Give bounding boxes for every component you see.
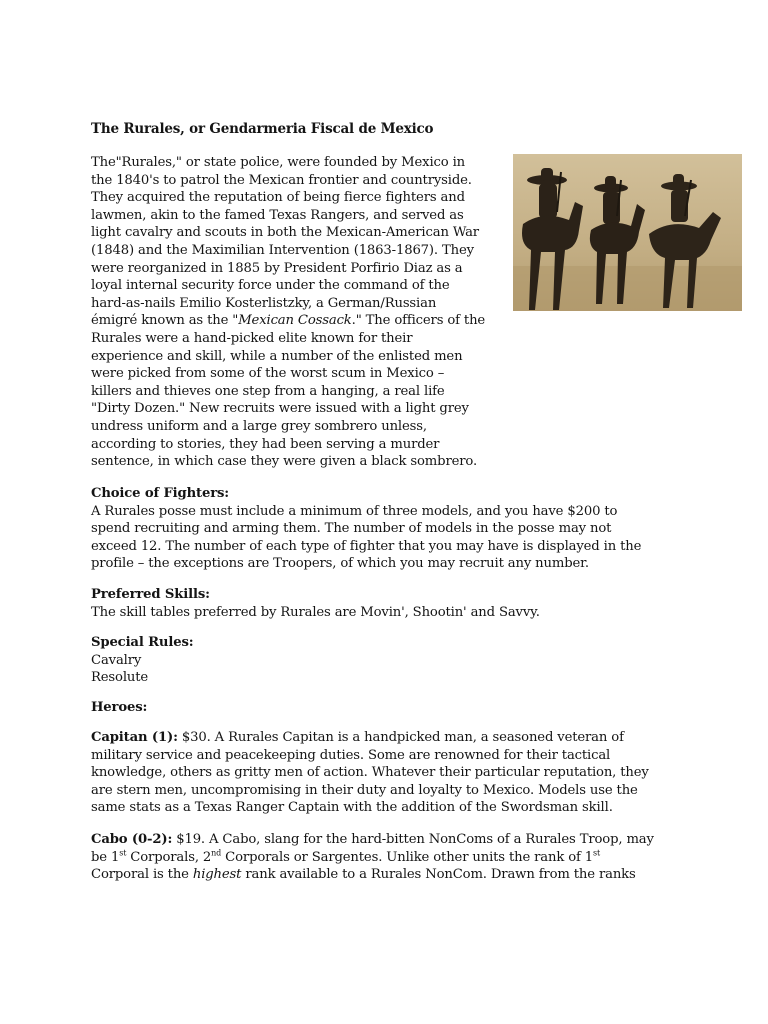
intro-line: Rurales were a hand-picked elite known for their (91, 330, 413, 346)
heroes-heading: Heroes: (91, 700, 148, 715)
capitan-first-line (91, 729, 691, 747)
superscript: st (119, 848, 127, 858)
body-text: Corporal is the (91, 867, 193, 883)
intro-line: undress uniform and a large grey sombrero unless, (91, 418, 427, 434)
intro-text: ." The officers of the (351, 313, 486, 329)
intro-line: the 1840's to patrol the Mexican frontier and countryside. (91, 172, 472, 188)
intro-text: émigré known as the " (91, 313, 239, 329)
intro-line: The"Rurales," or state police, were founded by Mexico in (91, 155, 465, 170)
intro-line: were reorganized in 1885 by President Porfirio Diaz as a (91, 260, 463, 276)
intro-paragraph (91, 154, 503, 471)
choice-of-fighters-section (91, 485, 691, 573)
cabo-line-2 (91, 849, 691, 867)
body-line: knowledge, others as gritty men of action. Whatever their particular reputation, they (91, 765, 649, 781)
rule-item: Cavalry (91, 652, 142, 668)
intro-line: sentence, in which case they were given a black sombrero. (91, 454, 478, 470)
capitan-label: Capitan (1): (91, 730, 178, 745)
intro-line: experience and skill, while a number of the enlisted men (91, 348, 463, 364)
capitan-section (91, 729, 691, 817)
preferred-skills-section (91, 586, 691, 621)
body-text: $30. A Rurales Capitan is a handpicked man, a seasoned veteran of (177, 730, 624, 745)
special-rules-heading: Special Rules: (91, 635, 194, 650)
rule-item: Resolute (91, 670, 149, 686)
body-text: Corporals, 2 (126, 849, 212, 865)
choice-of-fighters-heading: Choice of Fighters: (91, 486, 230, 501)
intro-line: were picked from some of the worst scum in Mexico – (91, 366, 445, 382)
document-title: The Rurales, or Gendarmeria Fiscal de Mexico (91, 121, 434, 137)
heroes-section (91, 699, 691, 717)
body-line: same stats as a Texas Ranger Captain with the addition of the Swordsman skill. (91, 800, 613, 816)
body-text: rank available to a Rurales NonCom. Drawn from the ranks (241, 867, 636, 883)
body-line: spend recruiting and arming them. The number of models in the posse may not (91, 521, 612, 537)
cabo-label: Cabo (0-2): (91, 832, 173, 847)
body-text: $19. A Cabo, slang for the hard-bitten NonComs of a Rurales Troop, may (172, 832, 654, 847)
body-line: military service and peacekeeping duties. Some are renowned for their tactical (91, 747, 611, 763)
superscript: nd (211, 848, 222, 858)
intro-line: according to stories, they had been serving a murder (91, 436, 440, 452)
superscript: st (593, 848, 601, 858)
intro-line: lawmen, akin to the famed Texas Rangers, and served as (91, 207, 464, 223)
body-line: A Rurales posse must include a minimum of three models, and you have $200 to (91, 503, 618, 519)
body-line: are stern men, uncompromising in their duty and loyalty to Mexico. Models use the (91, 782, 638, 798)
highest-italic: highest (192, 867, 242, 883)
body-line: profile – the exceptions are Troopers, of which you may recruit any number. (91, 556, 589, 572)
intro-line (91, 312, 503, 330)
cabo-first-line (91, 831, 691, 849)
mexican-cossack-italic: Mexican Cossack (238, 313, 352, 329)
body-text: Corporals or Sargentes. Unlike other units the rank of 1 (221, 849, 594, 865)
rurales-photo (513, 154, 742, 311)
body-line: The skill tables preferred by Rurales are Movin', Shootin' and Savvy. (91, 604, 540, 620)
intro-line: light cavalry and scouts in both the Mexican-American War (91, 225, 479, 241)
intro-line: loyal internal security force under the command of the (91, 278, 450, 294)
preferred-skills-heading: Preferred Skills: (91, 587, 210, 602)
cabo-section (91, 831, 691, 884)
intro-line: hard-as-nails Emilio Kosterlistzky, a German/Russian (91, 295, 437, 311)
body-line: exceed 12. The number of each type of fighter that you may have is displayed in the (91, 538, 642, 554)
special-rules-section (91, 634, 691, 687)
intro-line: They acquired the reputation of being fierce fighters and (91, 190, 465, 206)
intro-line: killers and thieves one step from a hanging, a real life (91, 383, 445, 399)
intro-line: "Dirty Dozen." New recruits were issued with a light grey (91, 401, 469, 417)
intro-line: (1848) and the Maximilian Intervention (1863-1867). They (91, 242, 474, 258)
body-text: be 1 (91, 849, 120, 865)
cabo-line-3 (91, 866, 691, 884)
